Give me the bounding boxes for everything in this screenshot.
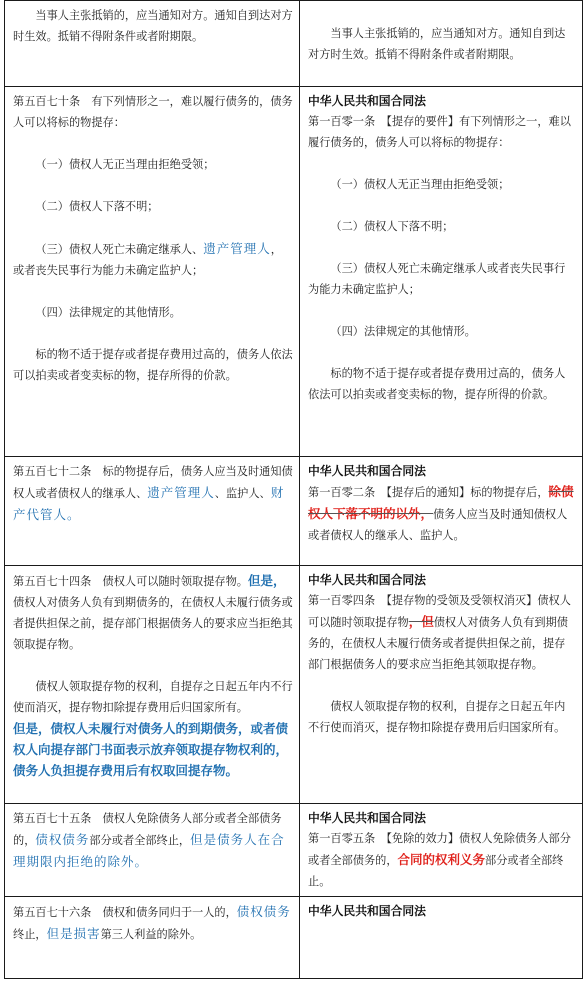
article-text: 债权人领取提存物的权利，自提存之日起五年内不行使而消灭，提存物扣除提存费用后归国家所有。	[13, 680, 293, 714]
highlight-added-text: 但是，债权人未履行对债务人的到期债务，或者债权人向提存部门书面表示放弃领取提存物权利的，债务人负担提存费用后有权取回提存物。	[13, 721, 289, 778]
table-row	[5, 566, 583, 804]
civil-code-cell	[5, 566, 300, 804]
article-text-part: 债权人对债务人负有到期债务的，在债权人未履行债务或者提供担保之前，提存部门根据债务人的要求应当拒绝其领取提存物。	[13, 596, 293, 651]
highlight-added-text: 遗产管理人	[147, 485, 215, 500]
article-text-part: 第一百零四条 【提存物的受领及受领权消灭】债权人可以随时领取提存物	[308, 594, 571, 629]
table-row	[5, 457, 583, 566]
highlight-added-text: 债权债务	[236, 904, 291, 919]
article-text-part: 、监护人、	[214, 487, 271, 500]
table-row	[5, 87, 583, 457]
highlight-added-text: 遗产管理人	[203, 241, 271, 256]
civil-code-cell	[5, 457, 300, 566]
article-text	[13, 901, 293, 945]
list-item: （一）债权人无正当理由拒绝受领；	[330, 178, 510, 191]
law-comparison-table	[4, 0, 583, 979]
civil-code-cell	[5, 804, 300, 897]
contract-law-cell	[300, 457, 583, 566]
law-title: 中华人民共和国合同法	[308, 464, 426, 478]
article-tail: 标的物不适于提存或者提存费用过高的，债务人依法可以拍卖或者变卖标的物，提存所得的价款。	[13, 348, 293, 382]
list-item: （三）债权人死亡未确定继承人或者丧失民事行为能力未确定监护人；	[308, 262, 566, 296]
table-row	[5, 1, 583, 87]
article-text-part: 终止，	[13, 928, 47, 941]
contract-law-cell	[300, 566, 583, 804]
article-text-part: 第一百零二条 【提存后的通知】标的物提存后，	[308, 486, 549, 499]
item-text: ，或者丧失民事行为能力未确定监护人；	[13, 243, 282, 277]
item-text: （三）债权人死亡未确定继承人、	[35, 243, 204, 256]
highlight-added-text: 债权债务	[35, 832, 90, 847]
article-text	[308, 828, 576, 892]
list-item: （四）法律规定的其他情形。	[330, 325, 476, 338]
article-text	[13, 570, 293, 655]
article-text	[13, 808, 293, 873]
article-text-part: 第一百零五条 【免除的效力】债权人免除债务人部分或者全部债务的，	[308, 832, 571, 867]
highlight-added-text: 财产代管人。	[13, 485, 285, 522]
law-title: 中华人民共和国合同法	[308, 811, 426, 825]
list-item: （二）债权人下落不明；	[330, 220, 454, 233]
law-title: 中华人民共和国合同法	[308, 904, 426, 918]
highlight-removed-text: 除债权人下落不明的以外，	[308, 484, 574, 521]
article-text: 债权人领取提存物的权利，自提存之日起五年内不行使而消灭，提存物扣除提存费用后归国家所有。	[308, 700, 566, 734]
law-title: 中华人民共和国合同法	[308, 94, 426, 108]
list-item	[13, 238, 293, 281]
article-text-part: 第五百七十六条 债权和债务同归于一人的，	[13, 906, 237, 919]
contract-law-cell	[300, 87, 583, 457]
contract-law-cell	[300, 804, 583, 897]
article-text-part: 第三人利益的除外。	[100, 928, 202, 941]
article-text	[308, 481, 576, 546]
law-title: 中华人民共和国合同法	[308, 573, 426, 587]
article-tail: 标的物不适于提存或者提存费用过高的，债务人依法可以拍卖或者变卖标的物，提存所得的价款。	[308, 367, 566, 401]
article-text-part: 债权人对债务人负有到期债务的，在债权人未履行债务或者提供担保之前，提存部门根据债务人的要求应当拒绝其领取提存物。	[308, 616, 568, 671]
article-text	[13, 461, 293, 526]
article-text-part: 第五百七十五条 债权人免除债务人部分或者全部债务的，	[13, 812, 282, 847]
highlight-changed-text: 合同的权利义务	[397, 852, 486, 867]
contract-law-cell	[300, 897, 583, 979]
article-text: 当事人主张抵销的，应当通知对方。通知自到达对方时生效。抵销不得附条件或者附期限。	[13, 9, 293, 43]
article-text-part: 部分或者全部终止，	[89, 834, 191, 847]
article-text-part: 部分或者全部终止。	[308, 854, 564, 888]
article-intro: 第一百零一条 【提存的要件】有下列情形之一，难以履行债务的，债务人可以将标的物提存：	[308, 115, 571, 149]
article-text-part: 第五百七十二条 标的物提存后，债务人应当及时通知债权人或者债权人的继承人、	[13, 465, 293, 500]
list-item: （四）法律规定的其他情形。	[35, 306, 181, 319]
list-item: （一）债权人无正当理由拒绝受领；	[35, 158, 215, 171]
highlight-added-text: 但是，	[247, 573, 286, 588]
article-text-part: 第五百七十四条 债权人可以随时领取提存物。	[13, 575, 248, 588]
civil-code-cell	[5, 87, 300, 457]
highlight-added-text: 但是债务人在合理期限内拒绝的除外。	[13, 832, 285, 869]
highlight-removed-text: ，但	[408, 614, 434, 629]
article-text: 当事人主张抵销的，应当通知对方。通知自到达对方时生效。抵销不得附条件或者附期限。	[308, 27, 566, 61]
civil-code-cell	[5, 897, 300, 979]
table-row	[5, 804, 583, 897]
article-text	[308, 590, 576, 675]
contract-law-cell	[300, 1, 583, 87]
civil-code-cell	[5, 1, 300, 87]
table-row	[5, 897, 583, 979]
list-item: （二）债权人下落不明；	[35, 200, 159, 213]
highlight-added-text: 但是损害	[46, 926, 101, 941]
article-intro: 第五百七十条 有下列情形之一，难以履行债务的，债务人可以将标的物提存：	[13, 95, 293, 129]
article-text-part: 债务人应当及时通知债权人或者债权人的继承人、监护人。	[308, 508, 568, 542]
